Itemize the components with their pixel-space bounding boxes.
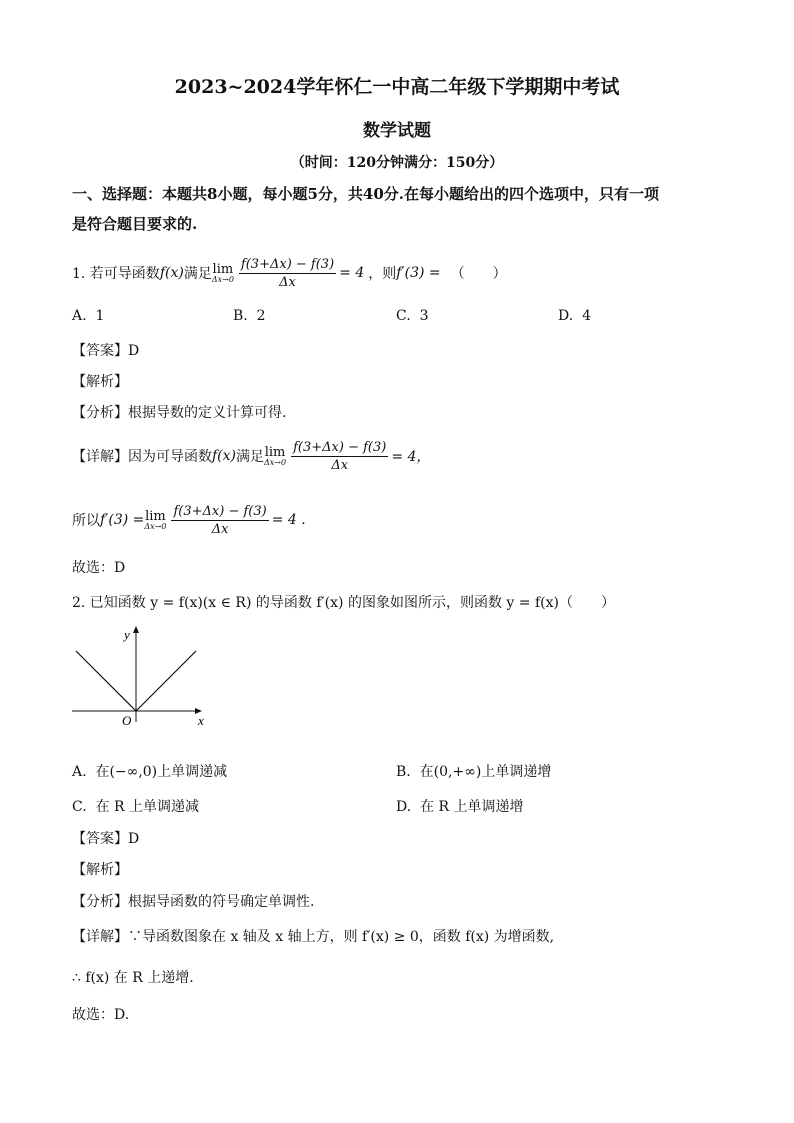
q1-then: ，则	[368, 266, 397, 282]
q1-so-limit: lim Δx→0	[144, 509, 167, 531]
q1-denominator: Δx	[279, 274, 296, 290]
q2-option-b: B. 在(0,+∞)上单调递增	[396, 764, 552, 780]
q1-analysis: 【分析】根据导数的定义计算可得.	[72, 405, 287, 421]
q1-analysis-label: 【解析】	[72, 374, 128, 390]
q1-detail-satisfy: 满足	[236, 449, 265, 465]
q1-detail-prefix: 【详解】因为可导函数	[72, 449, 212, 465]
q1-paren: （ ）	[450, 266, 507, 282]
derivative-graph	[70, 622, 215, 732]
section-intro-line1: 一、选择题：本题共8小题，每小题5分，共40分.在每小题给出的四个选项中，只有一项	[72, 185, 659, 203]
q1-detail-fraction: $\frac{f(3+\Delta x) - f(3)}{\Delta x}$	[293, 439, 387, 473]
q1-detail-end: = 4，	[391, 449, 431, 465]
q1-lim-sub: Δx→0	[211, 275, 234, 284]
q1-detail-fx: f(x)	[212, 448, 237, 464]
q2-therefore: ∴ f(x) 在 R 上递增.	[72, 970, 194, 986]
q2-option-d: D. 在 R 上单调递增	[396, 799, 524, 815]
q2-analysis-label: 【解析】	[72, 862, 128, 878]
q2-answer: 【答案】D	[72, 831, 140, 847]
q1-numerator: f(3+Δx) − f(3)	[240, 256, 335, 272]
y-axis-arrow	[133, 626, 139, 633]
q2-option-a: A. 在(−∞,0)上单调递减	[72, 764, 228, 780]
q1-lim-text: lim	[212, 262, 234, 277]
origin-label: O	[122, 713, 132, 728]
q1-choice: 故选：D	[72, 560, 126, 576]
exam-title: 2023~2024学年怀仁一中高二年级下学期期中考试	[174, 76, 620, 98]
q1-so-fraction: $\frac{f(3+\Delta x) - f(3)}{\Delta x}$	[173, 503, 267, 537]
q1-so	[72, 497, 306, 543]
x-axis-label: x	[198, 713, 204, 728]
q1-option-a: A. 1	[72, 308, 105, 324]
q1-detail-limit: lim Δx→0	[264, 445, 287, 467]
q2-choice: 故选：D.	[72, 1007, 130, 1023]
q2-option-c: C. 在 R 上单调递减	[72, 799, 200, 815]
q2-detail: 【详解】∵导函数图象在 x 轴及 x 轴上方，则 f′(x) ≥ 0，函数 f(x) 为增函数,	[72, 929, 555, 945]
time-info: （时间：120分钟满分：150分）	[290, 155, 504, 171]
q1-so-prefix: 所以	[72, 513, 100, 529]
section-intro-line2: 是符合题目要求的.	[72, 215, 198, 233]
q1-option-b: B. 2	[233, 308, 266, 324]
q1-so-end: = 4 .	[271, 512, 306, 528]
q1-fx: f(x)	[159, 265, 184, 281]
q1-answer: 【答案】D	[72, 343, 140, 359]
graph-right-branch	[136, 651, 196, 711]
q1-option-d: D. 4	[558, 308, 592, 324]
q1-fraction	[239, 257, 336, 290]
q1-limit	[212, 262, 234, 284]
q1-fprime3: f′(3) =	[396, 265, 441, 281]
q1-option-c: C. 3	[396, 308, 429, 324]
q1-detail	[72, 433, 430, 479]
q1-satisfy: 满足	[183, 266, 212, 282]
graph-left-branch	[76, 651, 136, 711]
q1-so-fprime: f′(3) =	[100, 512, 145, 528]
q1-eq4: = 4	[339, 265, 365, 281]
subject-title: 数学试题	[363, 121, 431, 141]
question-2: 2. 已知函数 y = f(x)(x ∈ R) 的导函数 f′(x) 的图象如图所示，则函数 y = f(x)（ ）	[72, 595, 615, 611]
q1-prefix: 1. 若可导函数	[72, 266, 160, 282]
question-1	[72, 250, 507, 296]
q2-analysis: 【分析】根据导函数的符号确定单调性.	[72, 894, 315, 910]
y-axis-label: y	[124, 627, 130, 642]
